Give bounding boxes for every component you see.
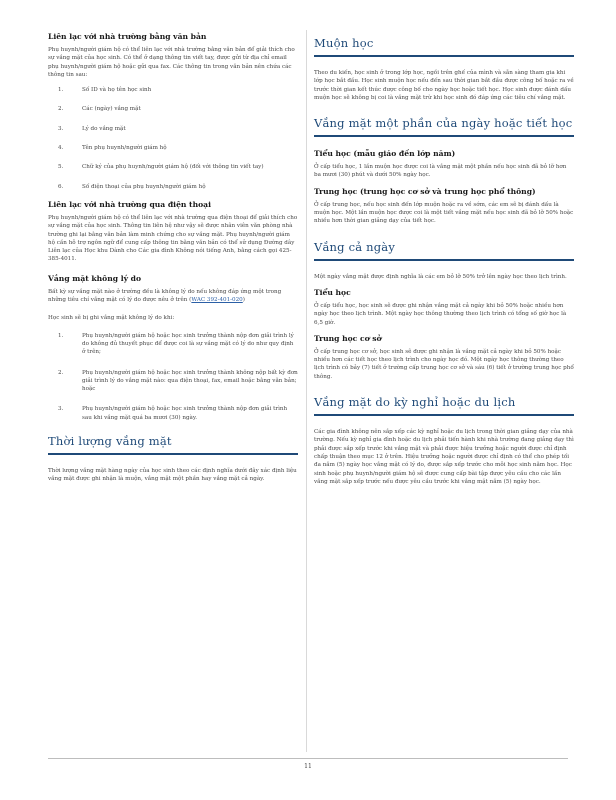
right-column [314, 36, 574, 493]
paragraph-full-day: Một ngày vắng mặt được định nghĩa là các em bỏ lỡ 50% trở lên ngày học theo lịch trình. [314, 273, 567, 280]
list-item [48, 144, 298, 152]
unexcused-text-after: ) [242, 297, 245, 304]
left-column [48, 32, 298, 491]
paragraph-middle-full: Ở cấp trung học cơ sở, học sinh sẽ được ghi nhận là vắng mặt cả ngày khi bỏ 50% hoặc nhiều hơn các tiết học theo lịch trình cho ngày học đó. Một ngày học thông thường theo lịch trình có bảy (7) tiết ở trường cấp trung học cơ sở và sáu (6) tiết ở trường trung học phổ thông. [314, 348, 574, 380]
section-heading-vacation: Vắng mặt do kỳ nghỉ hoặc du lịch [314, 395, 574, 416]
list-item-text: Lý do vắng mặt [82, 125, 126, 132]
paragraph-unexcused-when: Học sinh sẽ bị ghi vắng mặt không lý do khi: [48, 315, 175, 322]
list-item-number: 1. [58, 87, 64, 94]
list-item [48, 86, 298, 94]
list-item-text: Phụ huynh/người giám hộ hoặc học sinh trưởng thành nộp đơn giải trình lý do không đủ thuyết phục để được coi là sự vắng mặt có lý do như quy định ở trên; [82, 332, 294, 356]
list-item-number: 3. [58, 406, 64, 413]
section-heading-written-contact: Liên lạc với nhà trường bằng văn bản [48, 32, 207, 41]
section-heading-unexcused: Vắng mặt không lý do [48, 273, 142, 283]
required-info-list [48, 86, 298, 191]
section-tardy [314, 36, 574, 57]
list-item-number: 2. [58, 106, 64, 113]
list-item [48, 332, 298, 357]
section-heading-full-day: Vắng cả ngày [314, 240, 574, 261]
list-item-text: Chữ ký của phụ huynh/người giám hộ (đối với thông tin viết tay) [82, 164, 264, 171]
list-item-number: 1. [58, 332, 64, 339]
page-number: 11 [304, 763, 312, 770]
subheading-elementary-full: Tiểu học [314, 287, 351, 297]
subheading-secondary-partial: Trung học (trung học cơ sở và trung học phổ thông) [314, 186, 536, 196]
paragraph-vacation: Các gia đình không nên sắp xếp các kỳ nghỉ hoặc du lịch trong thời gian giảng dạy của nhà trường. Nếu kỳ nghỉ gia đình hoặc du lịch phải tiến hành khi nhà trường đang giảng dạy thì phải được sắp xếp trước khi vắng mặt và phải được hiệu trưởng hoặc người được chỉ định chấp thuận theo mục 12 ở trên. Hiệu trưởng hoặc người được chỉ định có thể cho phép tối đa năm (5) ngày học vắng mặt có lý do, được sắp xếp trước cho mỗi học sinh năm học. Học sinh hoặc phụ huynh/người giám hộ sẽ được cung cấp bài tập được yêu cầu cho các lần vắng mặt sắp xếp trước nếu được yêu cầu trước khi vắng mặt năm (5) ngày học. [314, 429, 574, 485]
list-item-number: 2. [58, 369, 64, 376]
list-item-number: 4. [58, 145, 64, 152]
paragraph-elementary-full: Ở cấp tiểu học, học sinh sẽ được ghi nhận vắng mặt cả ngày khi bỏ 50% hoặc nhiều hơn ngày học theo lịch trình. Một ngày học thông thường theo lịch trình có tổng số giờ học là 6,5 giờ. [314, 302, 567, 326]
unexcused-conditions-list [48, 332, 298, 422]
section-duration [48, 434, 298, 455]
section-heading-partial: Vắng mặt một phần của ngày hoặc tiết học [314, 116, 574, 137]
list-item [48, 105, 298, 113]
paragraph-phone-contact: Phụ huynh/người giám hộ có thể liên lạc với nhà trường qua điện thoại để giải thích cho sự vắng mặt của học sinh. Thông tin liên hệ như vậy sẽ được nhân viên văn phòng nhà trường ghi lại bằng văn bản làm minh chứng cho sự vắng mặt. Phụ huynh/người giám hộ cần hỗ trợ ngôn ngữ để cung cấp thông tin bằng văn bản có thể sử dụng Đường dây Liên lạc của Học khu Dành cho Các gia đình Không nói tiếng Anh, bằng cách gọi 425-385-4011. [48, 214, 298, 263]
list-item-text: Tên phụ huynh/người giám hộ [82, 145, 167, 152]
paragraph-elementary-partial: Ở cấp tiểu học, 1 lần muộn học được coi là vắng mặt một phần nếu học sinh đã bỏ lỡ hơn ba mươi (30) phút và dưới 50% ngày học. [314, 164, 567, 179]
section-full-day [314, 240, 574, 261]
unexcused-text-before: Bất kỳ sự vắng mặt nào ở trường đều là không lý do nếu không đáp ứng một trong những tiêu chí vắng mặt có lý do được nêu ở trên ( [48, 288, 282, 304]
list-item-text: Phụ huynh/người giám hộ hoặc học sinh trưởng thành không nộp bất kỳ đơn giải trình lý do vắng mặt nào: qua điện thoại, fax, email hoặc bằng văn bản; hoặc [82, 369, 298, 393]
wac-link[interactable]: WAC 392-401-020 [191, 297, 243, 304]
paragraph-unexcused [48, 288, 298, 305]
subheading-elementary-partial: Tiểu học (mẫu giáo đến lớp năm) [314, 149, 456, 159]
list-item-text: Số ID và họ tên học sinh [82, 87, 152, 94]
list-item-number: 6. [58, 183, 64, 190]
list-item-number: 5. [58, 164, 64, 171]
list-item [48, 405, 298, 422]
list-item-text: Số điện thoại của phụ huynh/người giám hộ [82, 183, 206, 190]
section-heading-tardy: Muộn học [314, 36, 574, 57]
section-vacation [314, 395, 574, 416]
paragraph-tardy: Theo du kiến, học sinh ở trong lớp học, ngồi trên ghế của mình và sẵn sàng tham gia khi lớp học bắt đầu. Học sinh muộn học nếu đến sau thời gian bắt đầu được công bố hoặc ra về trước thời gian kết thúc được công bố cho ngày học hoặc tiết học. Học sinh được đánh dấu muộn học sẽ không bị coi là vắng mặt trừ khi học sinh đó đáp ứng các tiêu chí vắng mặt. [314, 70, 574, 101]
subheading-middle-full: Trung học cơ sở [314, 333, 382, 343]
list-item [48, 369, 298, 394]
column-divider [306, 30, 307, 752]
paragraph-written-contact: Phụ huynh/người giám hộ có thể liên lạc với nhà trường bằng văn bản để giải thích cho sự vắng mặt của học sinh. Có thể ở dạng thông tin viết tay, được gửi từ địa chỉ email phụ huynh/người giám hộ hoặc gửi qua fax. Các thông tin trong văn bản nên chứa các thông tin sau: [48, 47, 295, 78]
section-heading-duration: Thời lượng vắng mặt [48, 434, 298, 455]
list-item [48, 125, 298, 133]
list-item-text: Các (ngày) vắng mặt [82, 106, 141, 113]
paragraph-duration: Thời lượng vắng mặt hàng ngày của học sinh theo các định nghĩa dưới đây xác định liệu vắng mặt được ghi nhận là muộn, vắng mặt một phần hay vắng mặt cả ngày. [48, 468, 297, 483]
list-item [48, 183, 298, 191]
list-item [48, 163, 298, 171]
paragraph-secondary-partial: Ở cấp trung học, nếu học sinh đến lớp muộn hoặc ra về sớm, các em sẽ bị đánh dấu là muộn học. Một lần muộn học được coi là một tiết vắng mặt nếu học sinh đã bỏ lỡ 50% hoặc nhiều hơn thời gian giảng dạy của tiết học. [314, 201, 574, 225]
page-footer [48, 758, 568, 770]
section-heading-phone-contact: Liên lạc với nhà trường qua điện thoại [48, 199, 211, 209]
list-item-text: Phụ huynh/người giám hộ hoặc học sinh trưởng thành nộp đơn giải trình sau khi vắng mặt quá ba mươi (30) ngày. [82, 406, 288, 421]
list-item-number: 3. [58, 125, 64, 132]
section-partial [314, 116, 574, 137]
